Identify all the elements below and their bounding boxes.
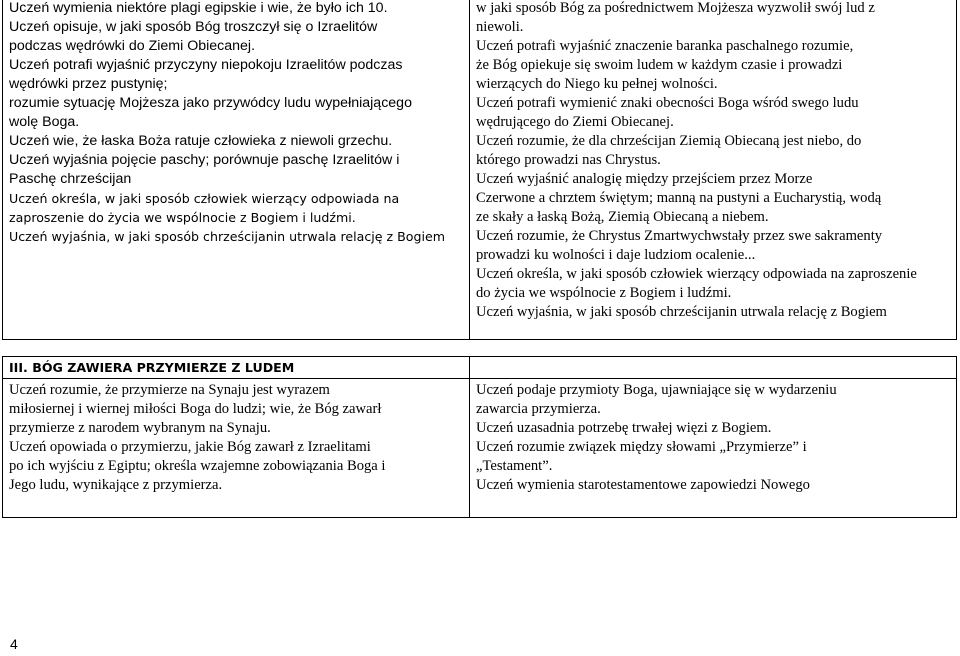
empty-heading-cell — [470, 357, 957, 379]
section-heading: III. BÓG ZAWIERA PRZYMIERZE Z LUDEM — [9, 360, 295, 375]
text-line: Uczeń określa, w jaki sposób człowiek wierzący odpowiada na — [9, 191, 400, 206]
curriculum-table-top — [2, 0, 957, 340]
page-number: 4 — [10, 636, 18, 652]
text-line: wierzących do Niego ku pełnej wolności. — [476, 76, 718, 92]
text-line: wędrującego do Ziemi Obiecanej. — [476, 114, 674, 130]
text-line: ze skały a łaską Bożą, Ziemią Obiecaną a niebem. — [476, 209, 769, 225]
text-line: Paschę chrześcijan — [9, 171, 132, 187]
curriculum-table-bottom — [2, 356, 957, 518]
text-line: Czerwone a chrztem świętym; manną na pustyni a Eucharystią, wodą — [476, 190, 882, 206]
text-line: miłosiernej i wiernej miłości Boga do ludzi; wie, że Bóg zawarł — [9, 401, 382, 417]
text-line: wolę Boga. — [9, 114, 80, 130]
text-line: zaproszenie do życia we wspólnocie z Bogiem i ludźmi. — [9, 210, 356, 225]
text-line: Uczeń podaje przymioty Boga, ujawniające się w wydarzeniu — [476, 382, 837, 398]
right-cell — [470, 0, 957, 340]
text-line: podczas wędrówki do Ziemi Obiecanej. — [9, 38, 256, 54]
text-line: Uczeń wie, że łaska Boża ratuje człowieka z niewoli grzechu. — [9, 133, 393, 149]
text-line: Uczeń rozumie związek między słowami „Przymierze” i — [476, 439, 807, 455]
text-line: Uczeń potrafi wyjaśnić przyczyny niepokoju Izraelitów podczas — [9, 57, 403, 73]
text-line: Uczeń opowiada o przymierzu, jakie Bóg zawarł z Izraelitami — [9, 439, 371, 455]
text-line: Jego ludu, wynikające z przymierza. — [9, 477, 223, 493]
text-line: Uczeń rozumie, że dla chrześcijan Ziemią Obiecaną jest niebo, do — [476, 133, 862, 149]
text-line: Uczeń wyjaśnić analogię między przejściem przez Morze — [476, 171, 813, 187]
text-line: Uczeń określa, w jaki sposób człowiek wierzący odpowiada na zaproszenie — [476, 266, 917, 282]
text-line: Uczeń wyjaśnia pojęcie paschy; porównuje paschę Izraelitów i — [9, 152, 400, 168]
text-line: Uczeń potrafi wyjaśnić znaczenie baranka paschalnego rozumie, — [476, 38, 854, 54]
right-cell — [470, 379, 957, 518]
left-cell — [3, 0, 470, 340]
text-line: Uczeń uzasadnia potrzebę trwałej więzi z Bogiem. — [476, 420, 772, 436]
text-line: w jaki sposób Bóg za pośrednictwem Mojżesza wyzwolił swój lud z — [476, 0, 875, 16]
text-line: którego prowadzi nas Chrystus. — [476, 152, 661, 168]
text-line: wędrówki przez pustynię; — [9, 76, 168, 92]
text-line: Uczeń wyjaśnia, w jaki sposób chrześcijanin utrwala relację z Bogiem — [9, 229, 446, 244]
text-line: Uczeń potrafi wymienić znaki obecności Boga wśród swego ludu — [476, 95, 859, 111]
text-line: Uczeń rozumie, że przymierze na Synaju jest wyrazem — [9, 382, 330, 398]
text-line: Uczeń rozumie, że Chrystus Zmartwychwstały przez swe sakramenty — [476, 228, 883, 244]
text-line: Uczeń opisuje, w jaki sposób Bóg troszczył się o Izraelitów — [9, 19, 378, 35]
table-row — [3, 0, 957, 340]
left-cell — [3, 379, 470, 518]
text-line: rozumie sytuację Mojżesza jako przywódcy ludu wypełniającego — [9, 95, 412, 111]
text-line: Uczeń wymienia starotestamentowe zapowiedzi Nowego — [476, 477, 810, 493]
section-heading-cell — [3, 357, 470, 379]
section-heading-row — [3, 357, 957, 379]
text-line: po ich wyjściu z Egiptu; określa wzajemne zobowiązania Boga i — [9, 458, 386, 474]
table-row — [3, 379, 957, 518]
text-line: prowadzi ku wolności i daje ludziom ocalenie... — [476, 247, 756, 263]
text-line: że Bóg opiekuje się swoim ludem w każdym czasie i prowadzi — [476, 57, 843, 73]
text-line: Uczeń wyjaśnia, w jaki sposób chrześcijanin utrwala relację z Bogiem — [476, 304, 887, 320]
text-line: niewoli. — [476, 19, 524, 35]
text-line: zawarcia przymierza. — [476, 401, 601, 417]
text-line: „Testament”. — [476, 458, 553, 474]
text-line: przymierze z narodem wybranym na Synaju. — [9, 420, 271, 436]
text-line: Uczeń wymienia niektóre plagi egipskie i wie, że było ich 10. — [9, 0, 388, 16]
text-line: do życia we wspólnocie z Bogiem i ludźmi. — [476, 285, 732, 301]
